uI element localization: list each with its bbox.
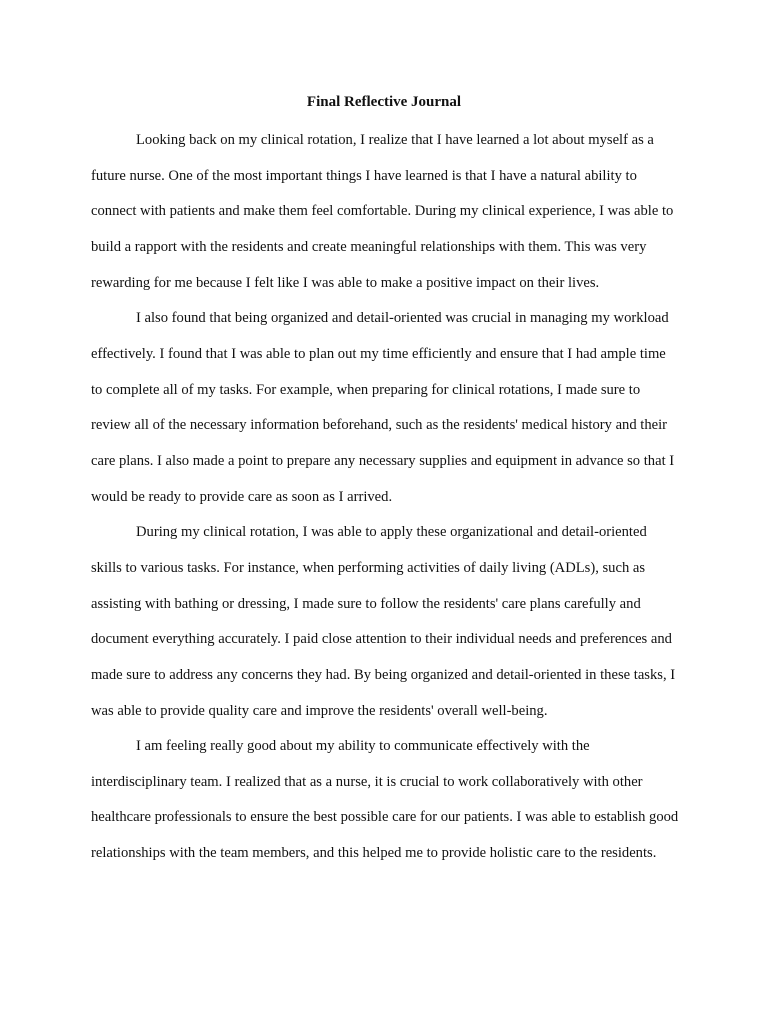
paragraph: I also found that being organized and detail-oriented was crucial in managing my workload effectively. I found that I was able to plan out my time efficiently and ensure that I had ample time to complete all of my tasks. For example, when preparing for clinical rotations, I made sure to review all of the necessary information beforehand, such as the residents' medical history and their care plans. I also made a point to prepare any necessary supplies and equipment in advance so that I would be ready to provide care as soon as I arrived. xyxy=(91,310,675,505)
paragraph: During my clinical rotation, I was able to apply these organizational and detail-oriented skills to various tasks. For instance, when performing activities of daily living (ADLs), such as assisting with bathing or dressing, I made sure to follow the residents' care plans carefully and document everything accurately. I paid close attention to their individual needs and preferences and made sure to address any concerns they had. By being organized and detail-oriented in these tasks, I was able to provide quality care and improve the residents' overall well-being. xyxy=(91,524,676,719)
document-body xyxy=(91,123,679,872)
paragraph: Looking back on my clinical rotation, I realize that I have learned a lot about myself as a future nurse. One of the most important things I have learned is that I have a natural ability to connect with patients and make them feel comfortable. During my clinical experience, I was able to build a rapport with the residents and create meaningful relationships with them. This was very rewarding for me because I felt like I was able to make a positive impact on their lives. xyxy=(91,132,674,291)
document-title: Final Reflective Journal xyxy=(306,94,462,110)
paragraph: I am feeling really good about my ability to communicate effectively with the interdisciplinary team. I realized that as a nurse, it is crucial to work collaboratively with other healthcare professionals to ensure the best possible care for our patients. I was able to establish good relationships with the team members, and this helped me to provide holistic care to the residents. xyxy=(91,738,679,862)
